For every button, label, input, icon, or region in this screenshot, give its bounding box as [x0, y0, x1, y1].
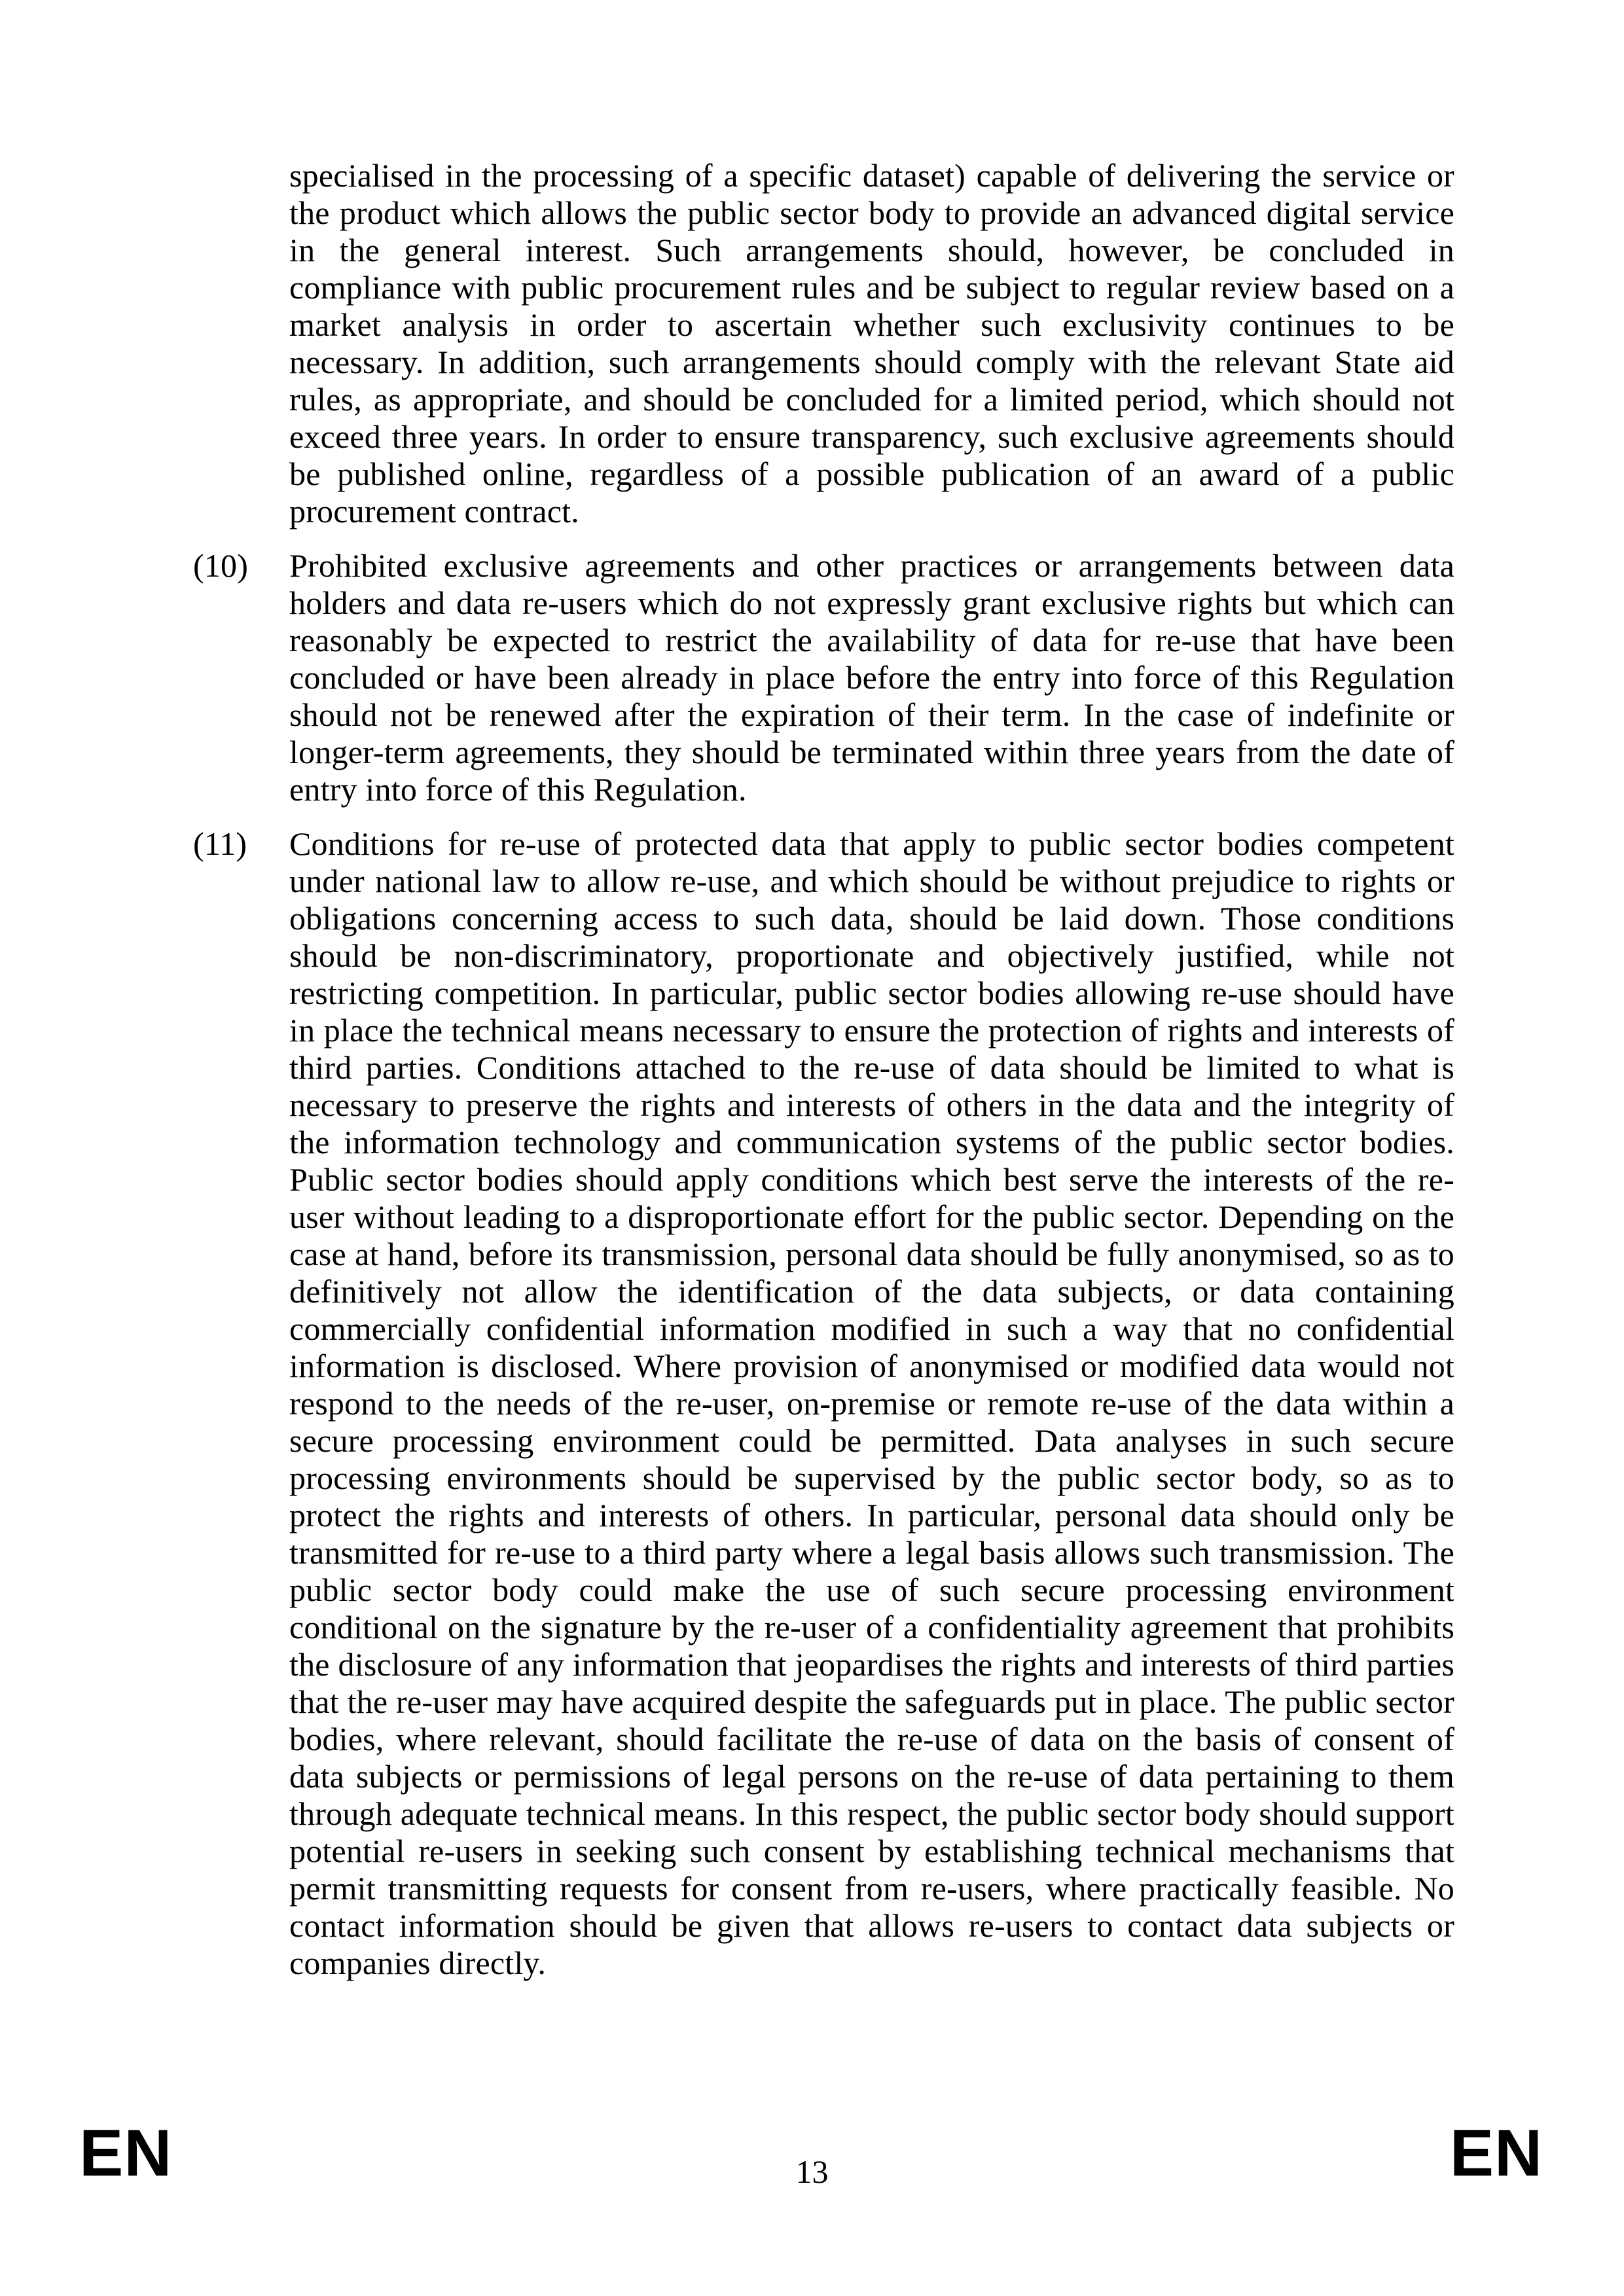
recital-text: Prohibited exclusive agreements and other practices or arrangements between data holders and data re-users which do not expressly grant exclusive rights but which can reasonably be expected to restrict the availability of data for re-use that have been concluded or have been already in place before the entry into force of this Regulation should not be renewed after the expiration of their term. In the case of indefinite or longer-term agreements, they should be terminated within three years from the date of entry into force of this Regulation.: [289, 547, 1454, 808]
footer-language-code-left: EN: [79, 2117, 173, 2190]
recital-text: Conditions for re-use of protected data that apply to public sector bodies competent under national law to allow re-use, and which should be without prejudice to rights or obligations concerning access to such data, should be laid down. Those conditions should be non-discriminatory, proportionate and objectively justified, while not restricting competition. In particular, public sector bodies allowing re-use should have in place the technical means necessary to ensure the protection of rights and interests of third parties. Conditions attached to the re-use of data should be limited to what is necessary to preserve the rights and interests of others in the data and the integrity of the information technology and communication systems of the public sector bodies. Public sector bodies should apply conditions which best serve the interests of the re-user without leading to a disproportionate effort for the public sector. Depending on the case at hand, before its transmission, personal data should be fully anonymised, so as to definitively not allow the identification of the data subjects, or data containing commercially confidential information modified in such a way that no confidential information is disclosed. Where provision of anonymised or modified data would not respond to the needs of the re-user, on-premise or remote re-use of the data within a secure processing environment could be permitted. Data analyses in such secure processing environments should be supervised by the public sector body, so as to protect the rights and interests of others. In particular, personal data should only be transmitted for re-use to a third party where a legal basis allows such transmission. The public sector body could make the use of such secure processing environment conditional on the signature by the re-user of a confidentiality agreement that prohibits the disclosure of any information that jeopardises the rights and interests of third parties that the re-user may have acquired despite the safeguards put in place. The public sector bodies, where relevant, should facilitate the re-use of data on the basis of consent of data subjects or permissions of legal persons on the re-use of data pertaining to them through adequate technical means. In this respect, the public sector body should support potential re-users in seeking such consent by establishing technical mechanisms that permit transmitting requests for consent from re-users, where practically feasible. No contact information should be given that allows re-users to contact data subjects or companies directly.: [289, 825, 1454, 1981]
recital-number: (10): [193, 547, 249, 584]
recital-number: (11): [193, 825, 247, 862]
page-number: 13: [795, 2153, 829, 2190]
recital-text: specialised in the processing of a specific dataset) capable of delivering the service or the product which allows the public sector body to provide an advanced digital service in the general interest. Such arrangements should, however, be concluded in compliance with public procurement rules and be subject to regular review based on a market analysis in order to ascertain whether such exclusivity continues to be necessary. In addition, such arrangements should comply with the relevant State aid rules, as appropriate, and should be concluded for a limited period, which should not exceed three years. In order to ensure transparency, such exclusive agreements should be published online, regardless of a possible publication of an award of a public procurement contract.: [289, 157, 1454, 529]
recital-paragraph-10: [193, 547, 1454, 808]
document-body: [0, 157, 1624, 1999]
footer-language-code-right: EN: [1449, 2117, 1543, 2190]
recital-paragraph-11: [193, 825, 1454, 1982]
recital-paragraph-continuation: [289, 157, 1454, 530]
